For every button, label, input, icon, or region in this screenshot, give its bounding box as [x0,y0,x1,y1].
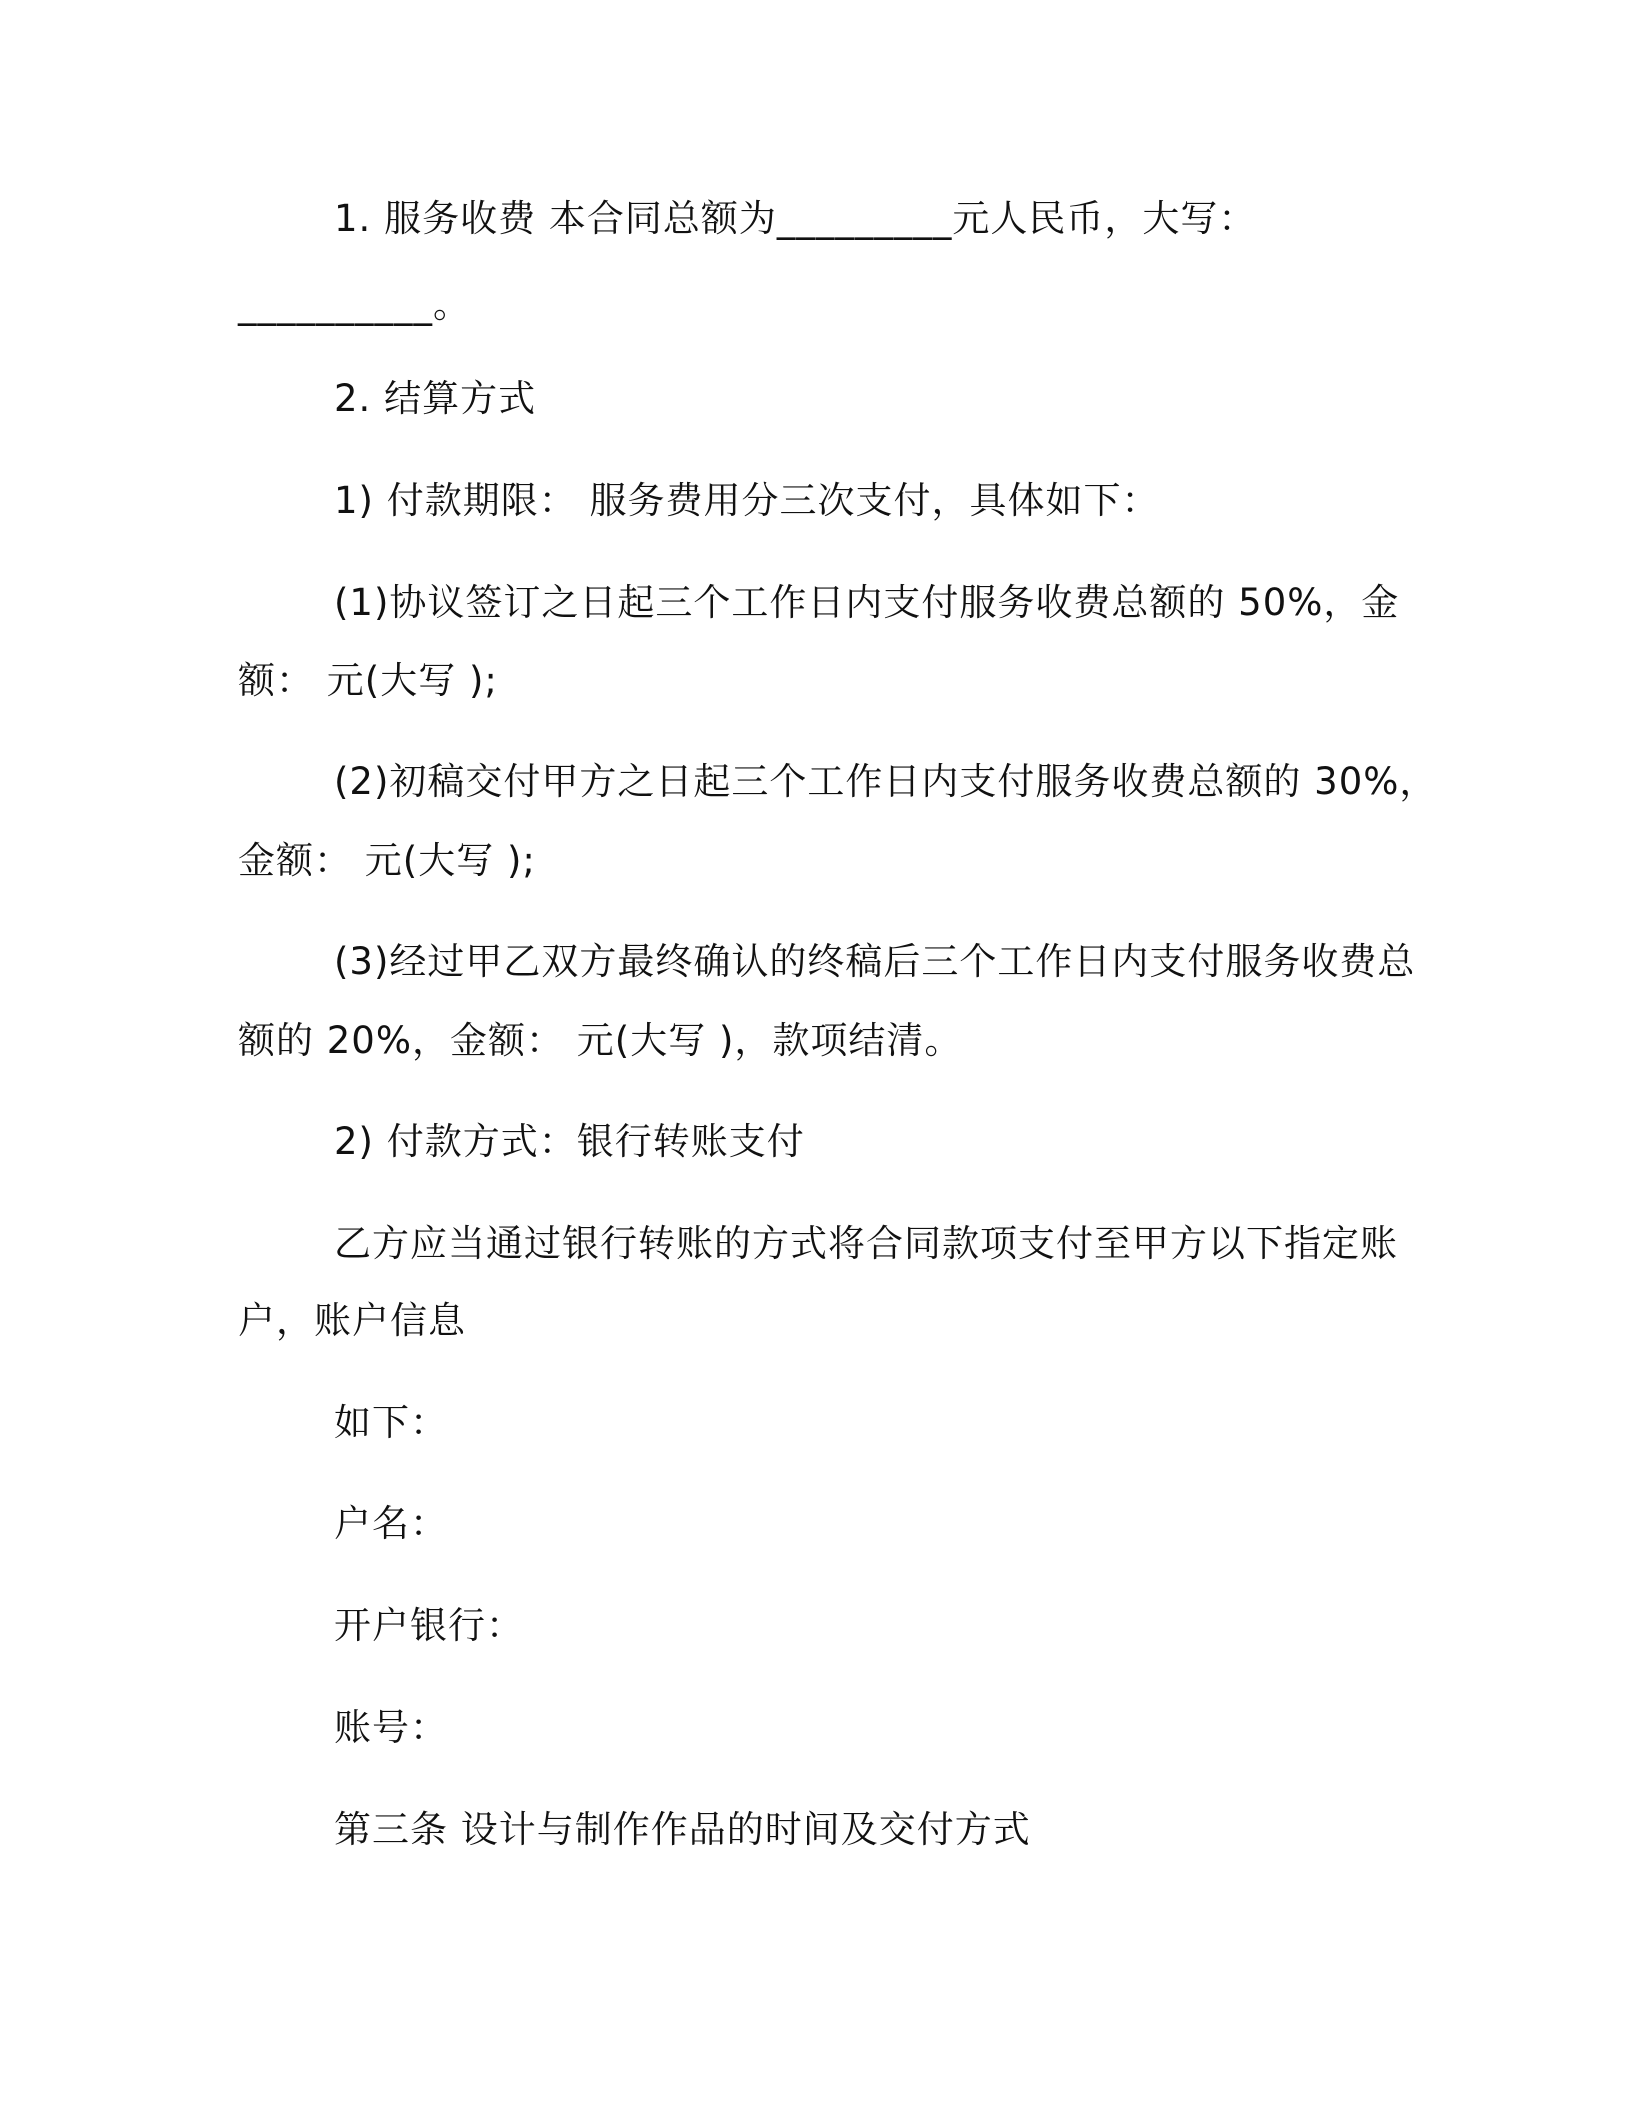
payment-method: 2) 付款方式：银行转账支付 [334,1120,805,1163]
article-three-heading: 第三条 设计与制作作品的时间及交付方式 [334,1808,1031,1851]
installment-2-continued: 金额： 元(大写 ); [238,839,536,882]
account-name-label: 户名： [334,1502,448,1545]
payment-term: 1) 付款期限： 服务费用分三次支付，具体如下： [334,479,1160,522]
installment-1-continued: 额： 元(大写 ); [238,659,498,702]
account-info-intro: 如下： [334,1401,448,1444]
transfer-instruction-continued: 户，账户信息 [238,1299,466,1342]
transfer-instruction: 乙方应当通过银行转账的方式将合同款项支付至甲方以下指定账 [334,1222,1398,1265]
clause-service-fee-continued: __________。 [238,283,471,326]
heading-settlement-method: 2. 结算方式 [334,377,537,420]
installment-2: (2)初稿交付甲方之日起三个工作日内支付服务收费总额的 30%， [334,760,1438,803]
account-number-label: 账号： [334,1706,448,1749]
bank-label: 开户银行： [334,1604,524,1647]
installment-3-continued: 额的 20%，金额： 元(大写 )，款项结清。 [238,1019,963,1062]
installment-1: (1)协议签订之日起三个工作日内支付服务收费总额的 50%，金 [334,581,1400,624]
installment-3: (3)经过甲乙双方最终确认的终稿后三个工作日内支付服务收费总 [334,940,1416,983]
clause-service-fee: 1. 服务收费 本合同总额为_________元人民币，大写： [334,197,1257,240]
